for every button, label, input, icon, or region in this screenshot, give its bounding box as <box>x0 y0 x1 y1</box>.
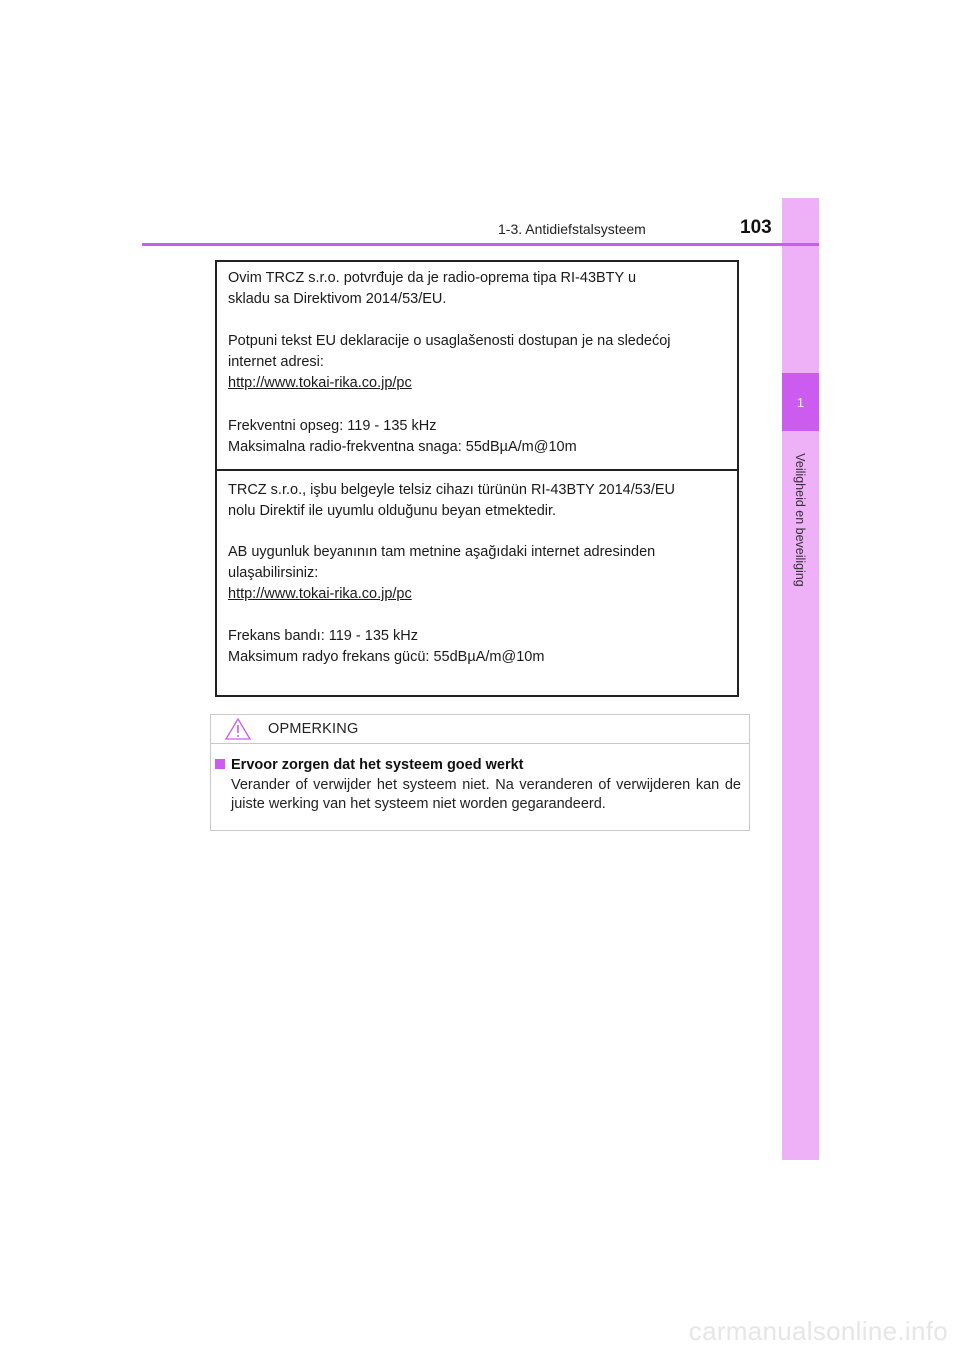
tr-power: Maksimum radyo frekans gücü: 55dBµA/m@10m <box>228 649 545 665</box>
section-title: 1-3. Antidiefstalsysteem <box>498 221 646 237</box>
sr-line-2: skladu sa Direktivom 2014/53/EU. <box>228 291 447 307</box>
sr-frequency: Frekventni opseg: 119 - 135 kHz <box>228 418 437 434</box>
sr-link[interactable]: http://www.tokai-rika.co.jp/pc <box>228 375 412 391</box>
sr-line-3: Potpuni tekst EU deklaracije o usaglašenosti dostupan je na sledećoj <box>228 333 671 349</box>
tr-line-1: TRCZ s.r.o., işbu belgeyle telsiz cihazı türünün RI-43BTY 2014/53/EU <box>228 482 676 498</box>
notice-header-rule <box>211 743 749 744</box>
chapter-title: Veiligheid en beveiliging <box>793 453 807 587</box>
warning-triangle-icon <box>225 718 251 740</box>
header-rule <box>142 243 819 246</box>
square-bullet-icon <box>215 759 225 769</box>
tr-frequency: Frekans bandı: 119 - 135 kHz <box>228 628 418 644</box>
sr-power: Maksimalna radio-frekventna snaga: 55dBµA/m@10m <box>228 439 577 455</box>
notice-box <box>210 714 750 831</box>
tr-line-2: nolu Direktif ile uyumlu olduğunu beyan etmektedir. <box>228 503 557 519</box>
notice-heading: Ervoor zorgen dat het systeem goed werkt <box>231 757 524 773</box>
notice-body: Verander of verwijder het systeem niet. Na veranderen of verwijderen kan de juiste werking van het systeem niet worden gegarandeerd. <box>231 777 741 812</box>
chapter-side-tab <box>782 198 819 1160</box>
chapter-number: 1 <box>796 394 805 410</box>
tr-line-3: AB uygunluk beyanının tam metnine aşağıdaki internet adresinden <box>228 544 656 560</box>
notice-title: OPMERKING <box>268 721 359 737</box>
declaration-divider <box>217 469 737 471</box>
declaration-box <box>215 260 739 697</box>
page-number: 103 <box>740 217 772 238</box>
tr-link[interactable]: http://www.tokai-rika.co.jp/pc <box>228 586 412 602</box>
watermark: carmanualsonline.info <box>688 1316 948 1346</box>
tr-line-4: ulaşabilirsiniz: <box>228 565 319 581</box>
sr-line-4: internet adresi: <box>228 354 324 370</box>
sr-line-1: Ovim TRCZ s.r.o. potvrđuje da je radio-oprema tipa RI-43BTY u <box>228 270 637 286</box>
